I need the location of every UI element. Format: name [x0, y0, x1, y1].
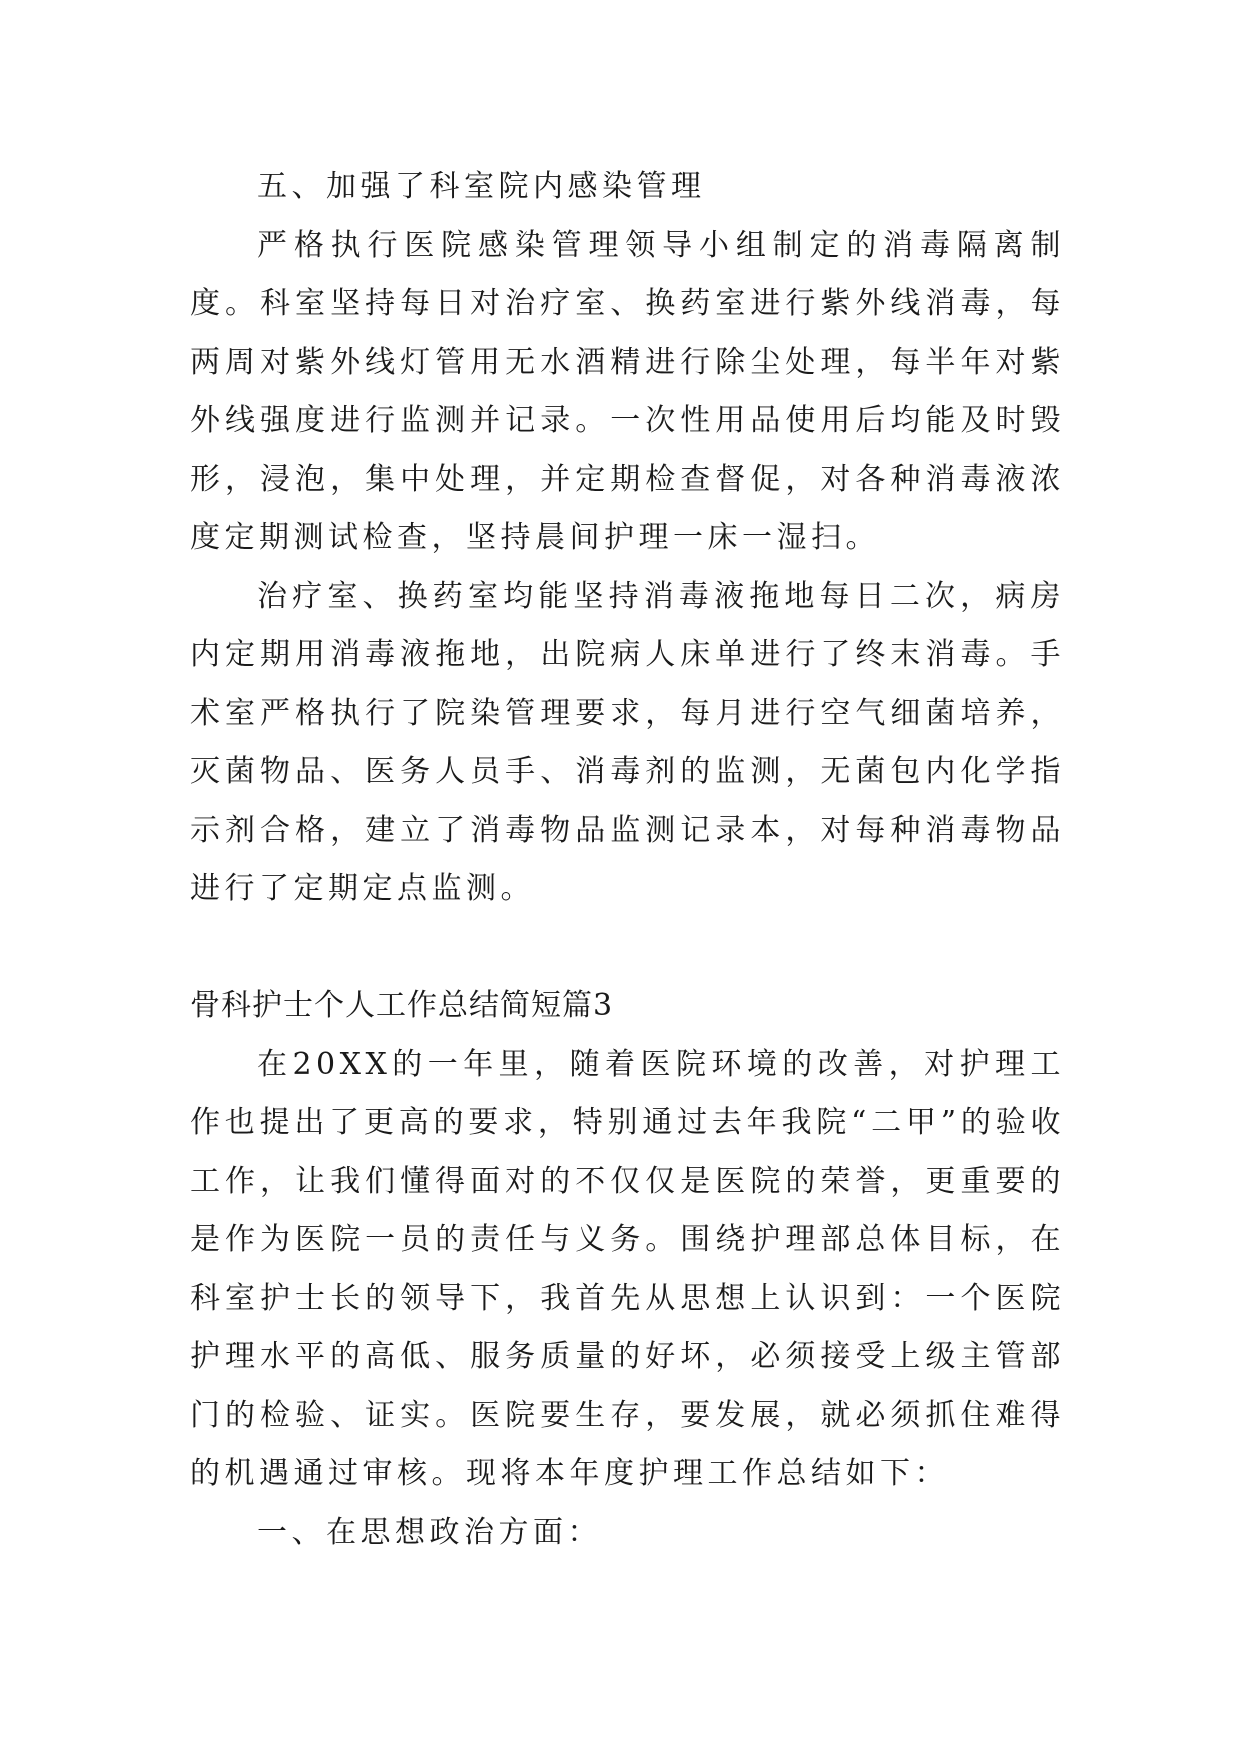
article-title: 骨科护士个人工作总结简短篇3	[190, 988, 614, 1023]
paragraph-treatment-room: 治疗室、换药室均能坚持消毒液拖地每日二次，病房内定期用消毒液拖地，出院病人床单进行了终末消毒。手术室严格执行了院染管理要求，每月进行空气细菌培养，灭菌物品、医务人员手、消毒剂的监测，无菌包内化学指示剂合格，建立了消毒物品监测记录本，对每种消毒物品进行了定期定点监测。	[190, 578, 1065, 906]
paragraph-intro: 在20XX的一年里，随着医院环境的改善，对护理工作也提出了更高的要求，特别通过去年我院“二甲”的验收工作，让我们懂得面对的不仅仅是医院的荣誉，更重要的是作为医院一员的责任与义务。围绕护理部总体目标，在科室护士长的领导下，我首先从思想上认识到：一个医院护理水平的高低、服务质量的好坏，必须接受上级主管部门的检验、证实。医院要生存，要发展，就必须抓住难得的机遇通过审核。现将本年度护理工作总结如下：	[190, 1046, 1065, 1491]
section-heading-infection-control: 五、加强了科室院内感染管理	[257, 169, 706, 204]
blank-line	[190, 919, 1065, 978]
paragraph-disinfection-system: 严格执行医院感染管理领导小组制定的消毒隔离制度。科室坚持每日对治疗室、换药室进行紫外线消毒，每两周对紫外线灯管用无水酒精进行除尘处理，每半年对紫外线强度进行监测并记录。一次性用品使用后均能及时毁形，浸泡，集中处理，并定期检查督促，对各种消毒液浓度定期测试检查，坚持晨间护理一床一湿扫。	[190, 227, 1065, 555]
section-heading-politics: 一、在思想政治方面：	[257, 1514, 602, 1550]
document-body	[190, 158, 1065, 1562]
